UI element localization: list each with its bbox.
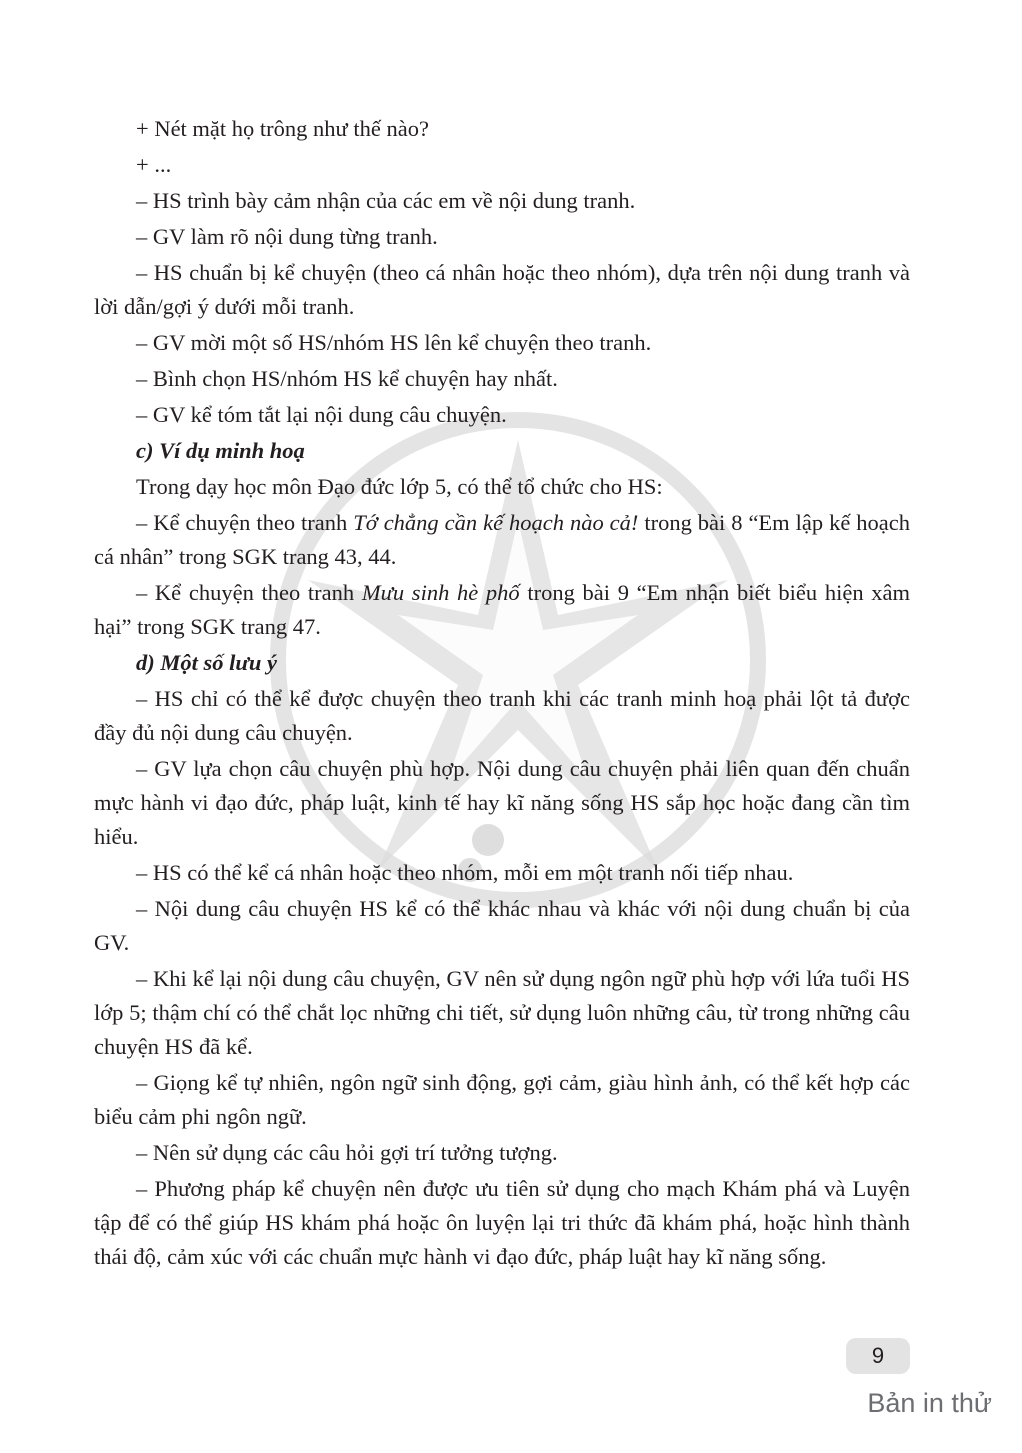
section-heading-notes: d) Một số lưu ý bbox=[136, 650, 277, 675]
section-heading-examples: c) Ví dụ minh hoạ bbox=[136, 438, 305, 463]
note-paragraph: – HS chỉ có thể kể được chuyện theo tranh khi các tranh minh hoạ phải lột tả được đầy đủ nội dung câu chuyện. bbox=[94, 686, 910, 745]
example-paragraph bbox=[94, 576, 910, 644]
print-proof-label: Bản in thử bbox=[867, 1388, 992, 1418]
example-text-after: trong bài 9 “Em nhận biết biểu hiện xâm hại” trong SGK trang 47. bbox=[94, 580, 911, 639]
note-paragraph: – Khi kể lại nội dung câu chuyện, GV nên sử dụng ngôn ngữ phù hợp với lứa tuổi HS lớp 5; thậm chí có thể chắt lọc những chi tiết, sử dụng luôn những câu, từ trong những câu chuyện HS đã kể. bbox=[94, 966, 910, 1059]
step-paragraph: – GV mời một số HS/nhóm HS lên kể chuyện theo tranh. bbox=[136, 330, 652, 355]
story-title: Mưu sinh hè phố bbox=[361, 580, 520, 605]
example-text-before: – Kể chuyện theo tranh bbox=[136, 510, 354, 535]
step-paragraph: – Bình chọn HS/nhóm HS kể chuyện hay nhất. bbox=[136, 366, 558, 391]
note-paragraph: – Giọng kể tự nhiên, ngôn ngữ sinh động, gợi cảm, giàu hình ảnh, có thể kết hợp các biểu cảm phi ngôn ngữ. bbox=[94, 1070, 910, 1129]
example-text-after: trong bài 8 “Em lập kế hoạch cá nhân” trong SGK trang 43, 44. bbox=[94, 510, 910, 569]
note-paragraph: – Nên sử dụng các câu hỏi gợi trí tưởng tượng. bbox=[136, 1140, 558, 1165]
note-paragraph: – Phương pháp kể chuyện nên được ưu tiên sử dụng cho mạch Khám phá và Luyện tập để có thể giúp HS khám phá hoặc ôn luyện lại tri thức đã khám phá, hoặc hình thành thái độ, cảm xúc với các chuẩn mực hành vi đạo đức, pháp luật hay kĩ năng sống. bbox=[94, 1176, 910, 1269]
note-paragraph: – HS có thể kể cá nhân hoặc theo nhóm, mỗi em một tranh nối tiếp nhau. bbox=[136, 860, 794, 885]
step-paragraph: – HS trình bày cảm nhận của các em về nội dung tranh. bbox=[136, 188, 636, 213]
step-paragraph: – GV làm rõ nội dung từng tranh. bbox=[136, 224, 438, 249]
step-paragraph: – GV kể tóm tắt lại nội dung câu chuyện. bbox=[136, 402, 507, 427]
page-content bbox=[94, 112, 910, 1276]
step-paragraph: – HS chuẩn bị kể chuyện (theo cá nhân hoặc theo nhóm), dựa trên nội dung tranh và lời dẫn/gợi ý dưới mỗi tranh. bbox=[94, 260, 910, 319]
note-paragraph: – Nội dung câu chuyện HS kể có thể khác nhau và khác với nội dung chuẩn bị của GV. bbox=[94, 896, 910, 955]
example-paragraph bbox=[94, 506, 910, 574]
ellipsis-line: + ... bbox=[136, 152, 172, 177]
story-title: Tớ chẳng cần kế hoạch nào cả! bbox=[353, 510, 639, 535]
page-number: 9 bbox=[846, 1338, 910, 1374]
note-paragraph: – GV lựa chọn câu chuyện phù hợp. Nội dung câu chuyện phải liên quan đến chuẩn mực hành vi đạo đức, pháp luật, kinh tế hay kĩ năng sống HS sắp học hoặc đang cần tìm hiểu. bbox=[94, 756, 910, 849]
intro-paragraph: Trong dạy học môn Đạo đức lớp 5, có thể tổ chức cho HS: bbox=[136, 474, 663, 499]
example-text-before: – Kể chuyện theo tranh bbox=[136, 580, 362, 605]
question-line: + Nét mặt họ trông như thế nào? bbox=[136, 116, 429, 141]
